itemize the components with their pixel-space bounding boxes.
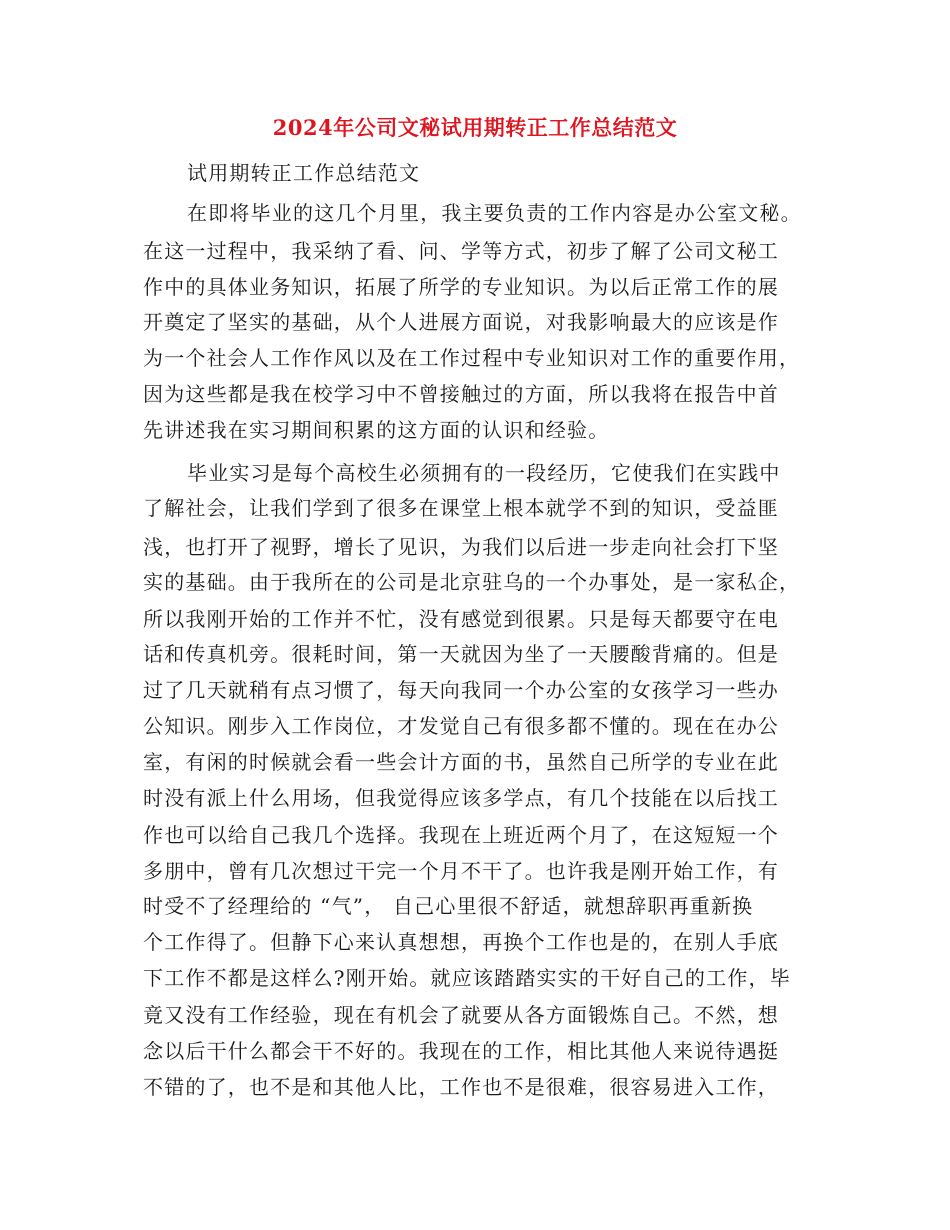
paragraph-line: 个工作得了。但静下心来认真想想，再换个工作也是的，在别人手底	[143, 930, 779, 954]
paragraph-line: 所以我刚开始的工作并不忙，没有感觉到很累。只是每天都要守在电	[143, 607, 779, 631]
paragraph-line: 作也可以给自己我几个选择。我现在上班近两个月了，在这短短一个	[143, 823, 779, 847]
paragraph-line: 竟又没有工作经验，现在有机会了就要从各方面锻炼自己。不然，想	[143, 1003, 779, 1027]
paragraph-line: 时受不了经理给的 “气”， 自己心里很不舒适，就想辞职再重新换	[143, 894, 754, 918]
paragraph-line: 念以后干什么都会干不好的。我现在的工作，相比其他人来说待遇挺	[143, 1039, 779, 1063]
paragraph-line: 多朋中，曾有几次想过干完一个月不干了。也许我是刚开始工作，有	[143, 859, 779, 883]
paragraph-line: 时没有派上什么用场，但我觉得应该多学点，有几个技能在以后找工	[143, 786, 779, 810]
paragraph-line: 浅，也打开了视野，增长了见识，为我们以后进一步走向社会打下坚	[143, 535, 779, 559]
paragraph-line: 在即将毕业的这几个月里，我主要负责的工作内容是办公室文秘。	[187, 201, 802, 225]
paragraph-line: 实的基础。由于我所在的公司是北京驻乌的一个办事处，是一家私企，	[143, 570, 801, 594]
paragraph-line: 了解社会，让我们学到了很多在课堂上根本就学不到的知识，受益匪	[143, 496, 779, 520]
paragraph-line: 公知识。刚步入工作岗位，才发觉自己有很多都不懂的。现在在办公	[143, 714, 779, 738]
paragraph-line: 作中的具体业务知识，拓展了所学的专业知识。为以后正常工作的展	[143, 275, 779, 299]
paragraph-line: 因为这些都是我在校学习中不曾接触过的方面，所以我将在报告中首	[143, 382, 779, 406]
paragraph-line: 开奠定了坚实的基础，从个人进展方面说，对我影响最大的应该是作	[143, 310, 779, 334]
document-subheading: 试用期转正工作总结范文	[187, 161, 421, 185]
document-title: 2024年公司文秘试用期转正工作总结范文	[272, 115, 678, 140]
paragraph-line: 毕业实习是每个高校生必须拥有的一段经历，它使我们在实践中	[187, 461, 781, 485]
paragraph-line: 过了几天就稍有点习惯了，每天向我同一个办公室的女孩学习一些办	[143, 678, 779, 702]
paragraph-line: 在这一过程中，我采纳了看、问、学等方式，初步了解了公司文秘工	[143, 239, 779, 263]
paragraph-line: 话和传真机旁。很耗时间，第一天就因为坐了一天腰酸背痛的。但是	[143, 642, 779, 666]
paragraph-line: 下工作不都是这样么?刚开始。就应该踏踏实实的干好自己的工作，毕	[143, 966, 791, 990]
paragraph-line: 不错的了，也不是和其他人比，工作也不是很难，很容易进入工作，	[143, 1075, 779, 1099]
paragraph-line: 为一个社会人工作作风以及在工作过程中专业知识对工作的重要作用，	[143, 346, 801, 370]
paragraph-line: 先讲述我在实习期间积累的这方面的认识和经验。	[143, 418, 610, 442]
paragraph-line: 室，有闲的时候就会看一些会计方面的书，虽然自己所学的专业在此	[143, 750, 779, 774]
